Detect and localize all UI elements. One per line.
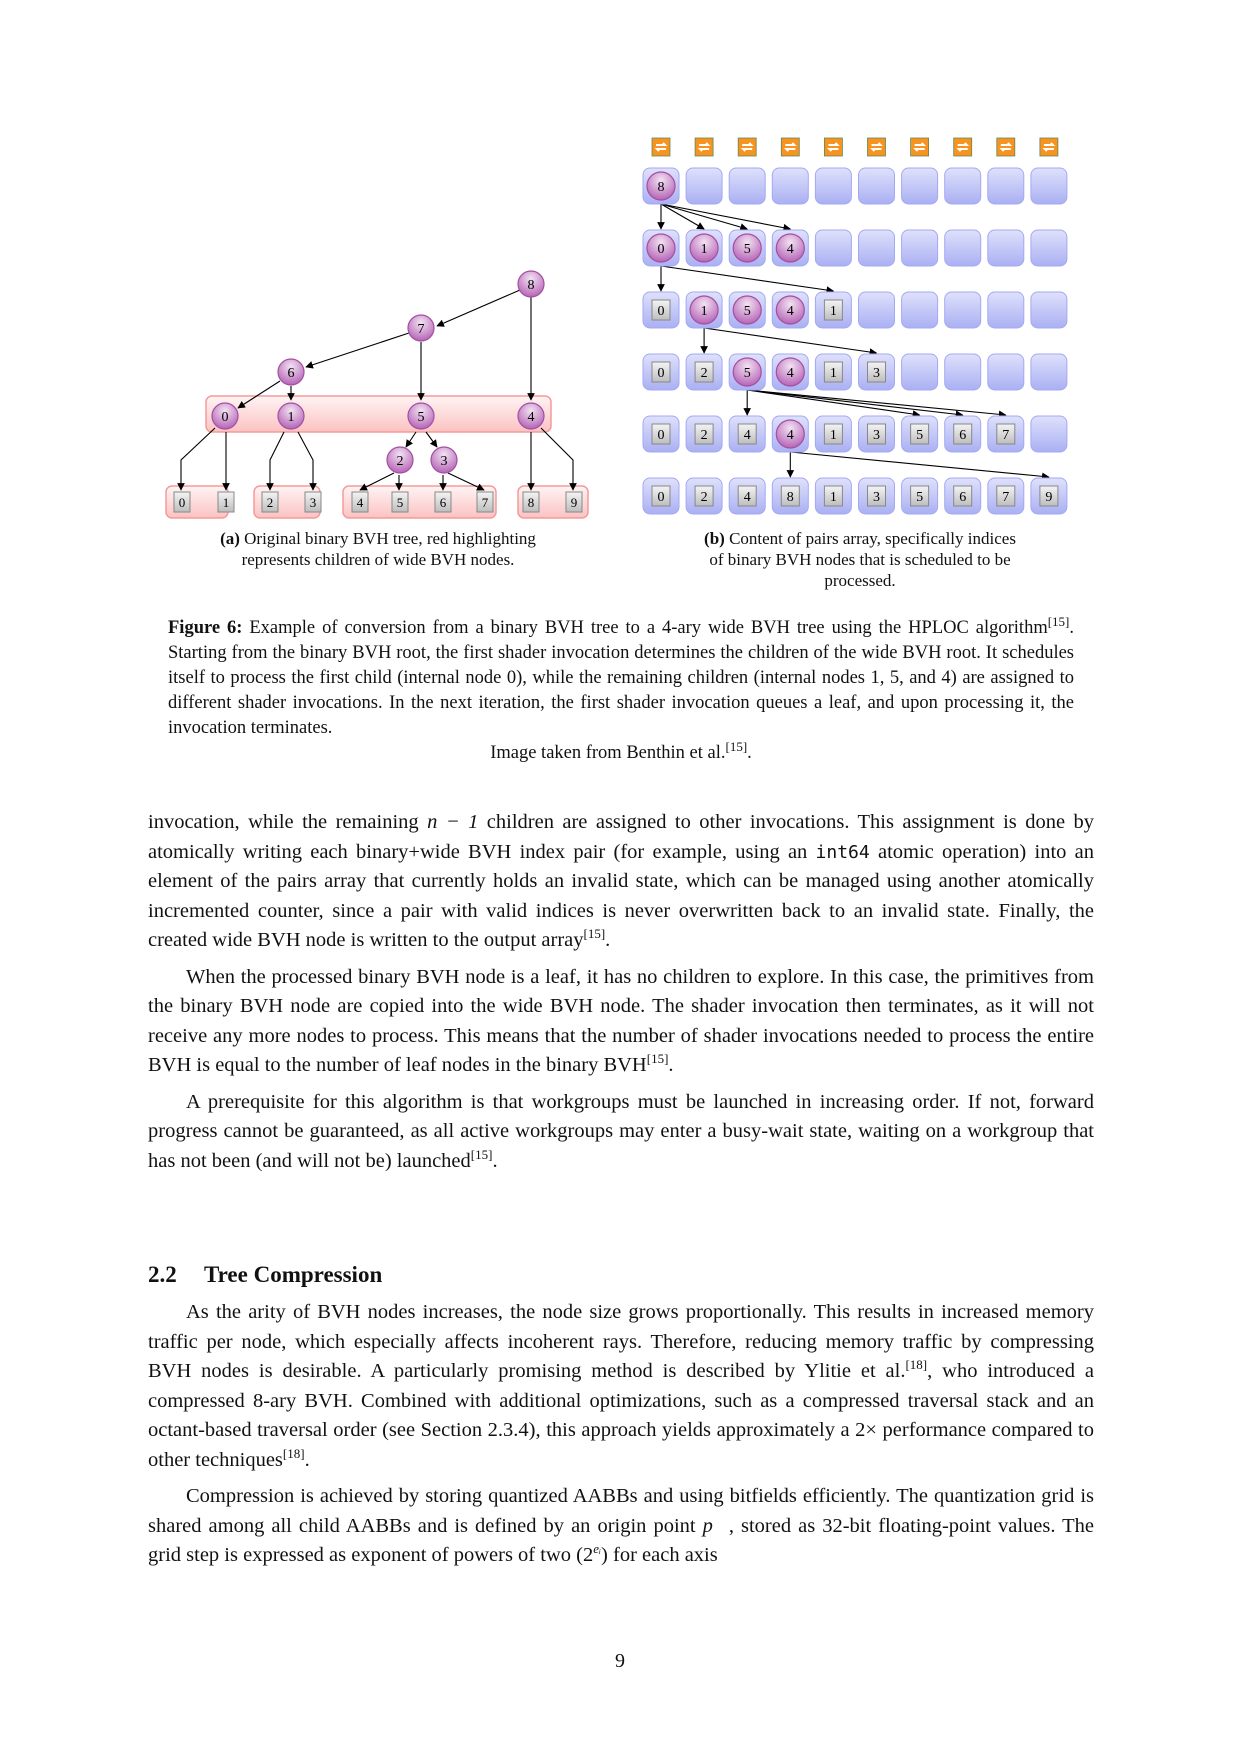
text: , stored as 32-bit floating-point values. The grid step is expressed as exponent of powers of two (2: [148, 1514, 1094, 1566]
tree-leaf: 9: [570, 495, 578, 510]
pairs-array-cell: [988, 292, 1024, 328]
schedule-arrow: [790, 452, 1049, 477]
pairs-array-cell: [988, 354, 1024, 390]
subfigure-a-caption-line: Original binary BVH tree, red highlighting: [239, 529, 536, 548]
paragraph: [148, 1482, 1094, 1571]
text: When the processed binary BVH node is a leaf, it has no children to explore. In this case, the primitives from the binary BVH node are copied into the wide BVH node. The shader invocation then terminates, as it will not receive any more nodes to process. This means that the number of shader invocations needed to process the entire BVH is equal to the number of leaf nodes in the binary BVH: [148, 965, 1094, 1076]
tree-leaf: 8: [527, 495, 535, 510]
pairs-array-cell: [1031, 416, 1067, 452]
schedule-arrow: [747, 390, 1006, 415]
math-expression: p⃗: [702, 1514, 729, 1537]
wide-node-highlight: [206, 396, 551, 432]
tree-node-1: 1: [287, 410, 295, 425]
pairs-array-cell: [945, 354, 981, 390]
math-expression: n − 1: [427, 811, 479, 833]
figure-caption: Figure 6: Example of conversion from a binary BVH tree to a 4-ary wide BVH tree using the HPLOC algorithm[15]. Starting from the binary BVH root, the first shader invocation determines the children of the wide BVH root. It schedules itself to process the first child (internal node 0), while the remaining children (internal nodes 1, 5, and 4) are assigned to different shader invocations. In the next iteration, the first shader invocation queues a leaf, and upon processing it, the invocation terminates. Image taken from Benthin et al.[15].: [168, 613, 1075, 763]
tree-node-8: 8: [527, 278, 535, 293]
repeat-arrows-icon: [911, 138, 929, 156]
pairs-array-cell: [859, 168, 895, 204]
pairs-array-cell: [902, 168, 938, 204]
text: atomic operation) into an element of the pairs array that currently holds an invalid state, which can be managed using another atomically incremented counter, since a pair with valid indices is never overwritten back to an invalid state. Finally, the created wide BVH node is written to the output array: [148, 840, 1094, 951]
text: , who introduced a compressed 8-ary BVH. Combined with additional optimizations, such as a compressed traversal stack and an octant-based traversal order (see Section 2.3.4), this approach yields approximately a 2× performance compared to other techniques: [148, 1360, 1094, 1471]
node-index: 0: [657, 242, 665, 257]
text: As the arity of BVH nodes increases, the node size grows proportionally. This results in increased memory traffic per node, which especially affects incoherent rays. Therefore, reducing memory traffic by compressing BVH nodes is desirable. A particularly promising method is described by Ylitie et al.: [148, 1301, 1094, 1382]
citation-ref[interactable]: [15]: [583, 926, 606, 942]
node-index: 1: [829, 366, 837, 381]
tree-node-5: 5: [417, 410, 425, 425]
paragraph: invocation, while the remaining n − 1 children are assigned to other invocations. This assignment is done by atomically writing each binary+wide BVH index pair (for example, using an int64 atomic operation) into an element of the pairs array that currently holds an invalid state, which can be managed using another atomically incremented counter, since a pair with valid indices is never overwritten back to an invalid state. Finally, the created wide BVH node is written to the output array[15].: [148, 811, 1094, 951]
pairs-array: [643, 138, 1067, 514]
node-index: 9: [1045, 490, 1053, 505]
pairs-array-cell: [1031, 168, 1067, 204]
subfigure-b-caption-line: processed.: [824, 571, 896, 590]
node-index: 1: [829, 428, 837, 443]
schedule-arrow: [661, 266, 833, 291]
paragraph: When the processed binary BVH node is a leaf, it has no children to explore. In this case, the primitives from the binary BVH node are copied into the wide BVH node. The shader invocation then terminates, as it will not receive any more nodes to process. This means that the number of shader invocations needed to process the entire BVH is equal to the number of leaf nodes in the binary BVH[15].: [148, 965, 1094, 1076]
citation-ref[interactable]: [15]: [725, 738, 748, 754]
citation-ref[interactable]: [15]: [470, 1146, 493, 1162]
inline-code: int64: [815, 841, 870, 863]
tree-leaf: 2: [266, 495, 274, 510]
subfigure-a-caption: [178, 528, 578, 570]
repeat-arrows-icon: [738, 138, 756, 156]
citation-ref[interactable]: [15]: [646, 1051, 669, 1067]
binary-bvh-tree: [166, 271, 588, 518]
tree-leaf: 4: [356, 495, 364, 510]
node-index: 5: [743, 242, 751, 257]
text: ) for each axis: [601, 1544, 718, 1566]
node-index: 4: [786, 366, 794, 381]
figure-6-graphic: [0, 0, 1240, 600]
node-index: 1: [829, 304, 837, 319]
pairs-array-cell: [902, 230, 938, 266]
citation-ref[interactable]: [15]: [1047, 613, 1070, 629]
node-index: 3: [873, 428, 880, 443]
repeat-arrows-icon: [1040, 138, 1058, 156]
node-index: 1: [700, 304, 708, 319]
node-index: 5: [916, 428, 924, 443]
caption-text: Image taken from Benthin et al.: [490, 743, 726, 763]
repeat-arrows-icon: [652, 138, 670, 156]
body-text-section-2-2: [148, 1298, 1094, 1571]
pairs-array-cell: [902, 292, 938, 328]
pairs-array-cell: [945, 292, 981, 328]
pairs-array-cell: [945, 230, 981, 266]
node-index: 4: [786, 428, 794, 443]
node-index: 7: [1002, 428, 1010, 443]
citation-ref[interactable]: [18]: [905, 1357, 928, 1373]
node-index: 4: [743, 490, 751, 505]
paragraph: A prerequisite for this algorithm is that workgroups must be launched in increasing order. If not, forward progress cannot be guaranteed, as all active workgroups may enter a busy-wait state, waiting on a workgroup that has not been (and will not be) launched[15].: [148, 1090, 1094, 1172]
tree-leaf: 7: [481, 495, 489, 510]
repeat-arrows-icon: [781, 138, 799, 156]
caption-text: . Starting from the binary BVH root, the first shader invocation determines the children of the wide BVH root. It schedules itself to process the first child (internal node 0), while the remaining children (internal nodes 1, 5, and 4) are assigned to different shader invocations. In the next iteration, the first shader invocation queues a leaf, and upon processing it, the invocation terminates.: [168, 618, 1075, 738]
tree-node-4: 4: [527, 410, 535, 425]
pairs-array-cell: [1031, 354, 1067, 390]
pairs-array-cell: [729, 168, 765, 204]
node-index: 5: [743, 366, 751, 381]
subfigure-a-caption-line: represents children of wide BVH nodes.: [241, 550, 515, 569]
node-index: 4: [786, 242, 794, 257]
schedule-arrow: [661, 204, 790, 229]
node-index: 0: [657, 366, 665, 381]
schedule-arrow: [747, 390, 919, 415]
caption-text: Example of conversion from a binary BVH tree to a 4-ary wide BVH tree using the HPLOC algorithm: [242, 618, 1048, 638]
node-index: 4: [786, 304, 794, 319]
node-index: 1: [829, 490, 837, 505]
pairs-array-cell: [859, 292, 895, 328]
text: Compression is achieved by storing quantized AABBs and using bitfields efficiently. The quantization grid is shared among all child AABBs and is defined by an origin point: [148, 1485, 1094, 1537]
text: invocation, while the remaining: [148, 811, 428, 833]
pairs-array-cell: [859, 230, 895, 266]
section-title: Tree Compression: [204, 1262, 383, 1287]
schedule-arrow: [704, 328, 876, 353]
subfigure-b-label: (b): [704, 529, 725, 548]
pairs-array-cell: [686, 168, 722, 204]
schedule-arrow: [661, 204, 747, 229]
paragraph: As the arity of BVH nodes increases, the node size grows proportionally. This results in increased memory traffic per node, which especially affects incoherent rays. Therefore, reducing memory traffic by compressing BVH nodes is desirable. A particularly promising method is described by Ylitie et al.[18], who introduced a compressed 8-ary BVH. Combined with additional optimizations, such as a compressed traversal stack and an octant-based traversal order (see Section 2.3.4), this approach yields approximately a 2× performance compared to other techniques[18].: [148, 1301, 1094, 1471]
pairs-array-cell: [1031, 230, 1067, 266]
text: A prerequisite for this algorithm is that workgroups must be launched in increasing order. If not, forward progress cannot be guaranteed, as all active workgroups may enter a busy-wait state, waiting on a workgroup that has not been (and will not be) launched: [148, 1090, 1094, 1172]
node-index: 2: [700, 428, 708, 443]
repeat-arrows-icon: [824, 138, 842, 156]
node-index: 3: [873, 366, 880, 381]
section-number: 2.2: [148, 1262, 177, 1287]
subfigure-b-caption-line: of binary BVH nodes that is scheduled to be: [709, 550, 1011, 569]
figure-6: [0, 0, 1240, 600]
node-index: 2: [700, 366, 708, 381]
repeat-arrows-icon: [695, 138, 713, 156]
tree-node-3: 3: [440, 454, 448, 469]
page-number: 9: [615, 1650, 625, 1672]
repeat-arrows-icon: [954, 138, 972, 156]
tree-leaf: 0: [178, 495, 186, 510]
schedule-arrow: [747, 390, 963, 415]
node-index: 0: [657, 304, 665, 319]
node-index: 6: [959, 428, 967, 443]
text: children are assigned to other invocations. This assignment is done by atomically writing each binary+wide BVH index pair (for example, using an: [148, 811, 1094, 863]
node-index: 7: [1002, 490, 1010, 505]
pairs-array-cell: [988, 230, 1024, 266]
node-index: 3: [873, 490, 880, 505]
node-index: 2: [700, 490, 708, 505]
pairs-array-cell: [772, 168, 808, 204]
pairs-array-cell: [815, 230, 851, 266]
node-index: 4: [743, 428, 751, 443]
tree-leaf: 3: [309, 495, 317, 510]
node-index: 5: [916, 490, 924, 505]
node-index: 0: [657, 490, 665, 505]
pairs-array-cell: [815, 168, 851, 204]
subfigure-a-label: (a): [220, 529, 240, 548]
pairs-array-cell: [1031, 292, 1067, 328]
repeat-arrows-icon: [997, 138, 1015, 156]
node-index: 5: [743, 304, 751, 319]
node-index: 1: [700, 242, 708, 257]
tree-node-6: 6: [287, 366, 295, 381]
node-index: 0: [657, 428, 665, 443]
node-index: 6: [959, 490, 967, 505]
figure-label: Figure 6:: [168, 618, 243, 638]
math-expression: eᵢ: [593, 1541, 602, 1557]
subfigure-b-caption-line: Content of pairs array, specifically indices: [724, 529, 1016, 548]
pairs-array-cell: [988, 168, 1024, 204]
section-heading: [148, 1262, 382, 1288]
node-index: 8: [786, 490, 794, 505]
pairs-array-cell: [902, 354, 938, 390]
subfigure-b-caption: [660, 528, 1060, 591]
tree-leaf: 1: [222, 495, 230, 510]
tree-node-2: 2: [396, 454, 404, 469]
node-index: 8: [657, 180, 665, 195]
tree-leaf: 6: [439, 495, 447, 510]
tree-node-0: 0: [221, 410, 229, 425]
tree-leaf: 5: [396, 495, 404, 510]
tree-node-7: 7: [417, 322, 425, 337]
body-text-section-2-1: [148, 808, 1094, 1176]
citation-ref[interactable]: [18]: [282, 1445, 305, 1461]
pairs-array-cell: [945, 168, 981, 204]
repeat-arrows-icon: [868, 138, 886, 156]
